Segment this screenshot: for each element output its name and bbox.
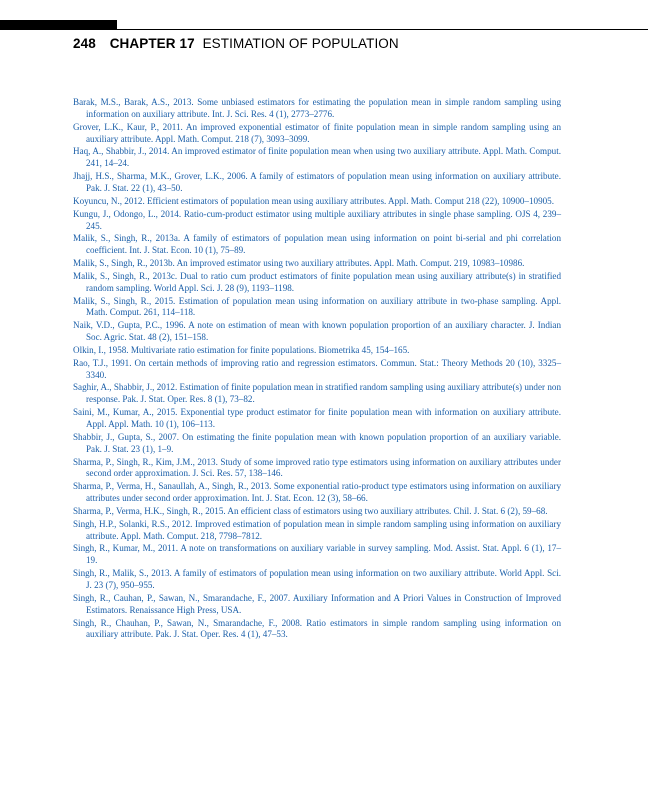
reference-entry[interactable]: Malik, S., Singh, R., 2013c. Dual to ratio cum product estimators of finite population mean using auxiliary attribute(s) in stratified random sampling. World Appl. Sci. J. 28 (9), 1193–1198.: [73, 270, 561, 293]
reference-entry[interactable]: Singh, R., Kumar, M., 2011. A note on transformations on auxiliary variable in survey sampling. Mod. Assist. Stat. Appl. 6 (1), 17–19.: [73, 543, 561, 566]
reference-entry[interactable]: Sharma, P., Verma, H.K., Singh, R., 2015. An efficient class of estimators using two auxiliary attributes. Chil. J. Stat. 6 (2), 59–68.: [73, 505, 548, 516]
header-black-bar: [0, 20, 117, 30]
reference-entry[interactable]: Singh, H.P., Solanki, R.S., 2012. Improved estimation of population mean in simple random sampling using information on auxiliary attribute. Appl. Math. Comput. 218, 7798–7812.: [73, 518, 561, 541]
chapter-label: CHAPTER 17: [109, 36, 195, 51]
reference-entry[interactable]: Malik, S., Singh, R., 2013b. An improved estimator using two auxiliary attributes. Appl. Math. Comput. 219, 10983–10986.: [73, 258, 525, 269]
reference-entry[interactable]: Rao, T.J., 1991. On certain methods of improving ratio and regression estimators. Commun. Stat.: Theory Methods 20 (10), 3325–3340.: [73, 357, 561, 380]
reference-entry[interactable]: Barak, M.S., Barak, A.S., 2013. Some unbiased estimators for estimating the population mean in simple random sampling using information on auxiliary attribute. Int. J. Sci. Res. 4 (1), 2773–2776.: [73, 97, 561, 119]
reference-entry[interactable]: Kungu, J., Odongo, L., 2014. Ratio-cum-product estimator using multiple auxiliary attributes in single phase sampling. OJS 4, 239–245.: [73, 208, 561, 231]
reference-entry[interactable]: Haq, A., Shabbir, J., 2014. An improved estimator of finite population mean when using two auxiliary attribute. Appl. Math. Comput. 241, 14–24.: [73, 146, 561, 169]
running-head: [73, 36, 399, 51]
reference-entry[interactable]: Shabbir, J., Gupta, S., 2007. On estimating the finite population mean with known population proportion of an auxiliary variable. Pak. J. Stat. 23 (1), 1–9.: [73, 431, 561, 454]
reference-entry[interactable]: Naik, V.D., Gupta, P.C., 1996. A note on estimation of mean with known population proportion of an auxiliary character. J. Indian Soc. Agric. Stat. 48 (2), 151–158.: [73, 320, 561, 343]
reference-entry[interactable]: Saini, M., Kumar, A., 2015. Exponential type product estimator for finite population mean with information on auxiliary attribute. Appl. Appl. Math. 10 (1), 106–113.: [73, 407, 561, 430]
reference-entry[interactable]: Saghir, A., Shabbir, J., 2012. Estimation of finite population mean in stratified random sampling using auxiliary attribute(s) under non response. Pak. J. Stat. Oper. Res. 8 (1), 73–82.: [73, 382, 561, 405]
reference-entry[interactable]: Grover, L.K., Kaur, P., 2011. An improved exponential estimator of finite population mean in simple random sampling using an auxiliary attribute. Appl. Math. Comput. 218 (7), 3093–3099.: [73, 121, 561, 144]
page-number: 248: [73, 36, 96, 51]
reference-entry[interactable]: Sharma, P., Verma, H., Sanaullah, A., Singh, R., 2013. Some exponential ratio-product type estimators using information on auxiliary attributes under second order approximation. Int. J. Stat. Econ. 12 (3), 58–66.: [73, 481, 561, 504]
reference-entry[interactable]: Singh, R., Chauhan, P., Sawan, N., Smarandache, F., 2008. Ratio estimators in simple random sampling using information on auxiliary attribute. Pak. J. Stat. Oper. Res. 4 (1), 47–53.: [73, 617, 561, 640]
reference-entry[interactable]: Jhajj, H.S., Sharma, M.K., Grover, L.K., 2006. A family of estimators of population mean using information on auxiliary attribute. Pak. J. Stat. 22 (1), 43–50.: [73, 171, 561, 194]
reference-entry[interactable]: Singh, R., Cauhan, P., Sawan, N., Smarandache, F., 2007. Auxiliary Information and A Priori Values in Construction of Improved Estimators. Renaissance High Press, USA.: [73, 592, 561, 615]
reference-entry[interactable]: Olkin, I., 1958. Multivariate ratio estimation for finite populations. Biometrika 45, 154–165.: [73, 344, 410, 355]
reference-entry[interactable]: Malik, S., Singh, R., 2013a. A family of estimators of population mean using information on point bi-serial and phi correlation coefficient. Int. J. Stat. Econ. 10 (1), 75–89.: [73, 233, 561, 256]
header-rule: [117, 29, 648, 30]
reference-entry[interactable]: Singh, R., Malik, S., 2013. A family of estimators of population mean using information on two auxiliary attribute. World Appl. Sci. J. 23 (7), 950–955.: [73, 568, 561, 591]
reference-list: [73, 97, 561, 642]
reference-entry[interactable]: Koyuncu, N., 2012. Efficient estimators of population mean using auxiliary attributes. Appl. Math. Comput 218 (22), 10900–10905.: [73, 195, 554, 206]
reference-entry[interactable]: Malik, S., Singh, R., 2015. Estimation of population mean using information on auxiliary attribute in two-phase sampling. Appl. Math. Comput. 261, 114–118.: [73, 295, 561, 318]
chapter-title: ESTIMATION OF POPULATION: [202, 36, 399, 51]
reference-entry[interactable]: Sharma, P., Singh, R., Kim, J.M., 2013. Study of some improved ratio type estimators using information on auxiliary attributes under second order approximation. J. Sci. Res. 57, 138–146.: [73, 456, 561, 479]
